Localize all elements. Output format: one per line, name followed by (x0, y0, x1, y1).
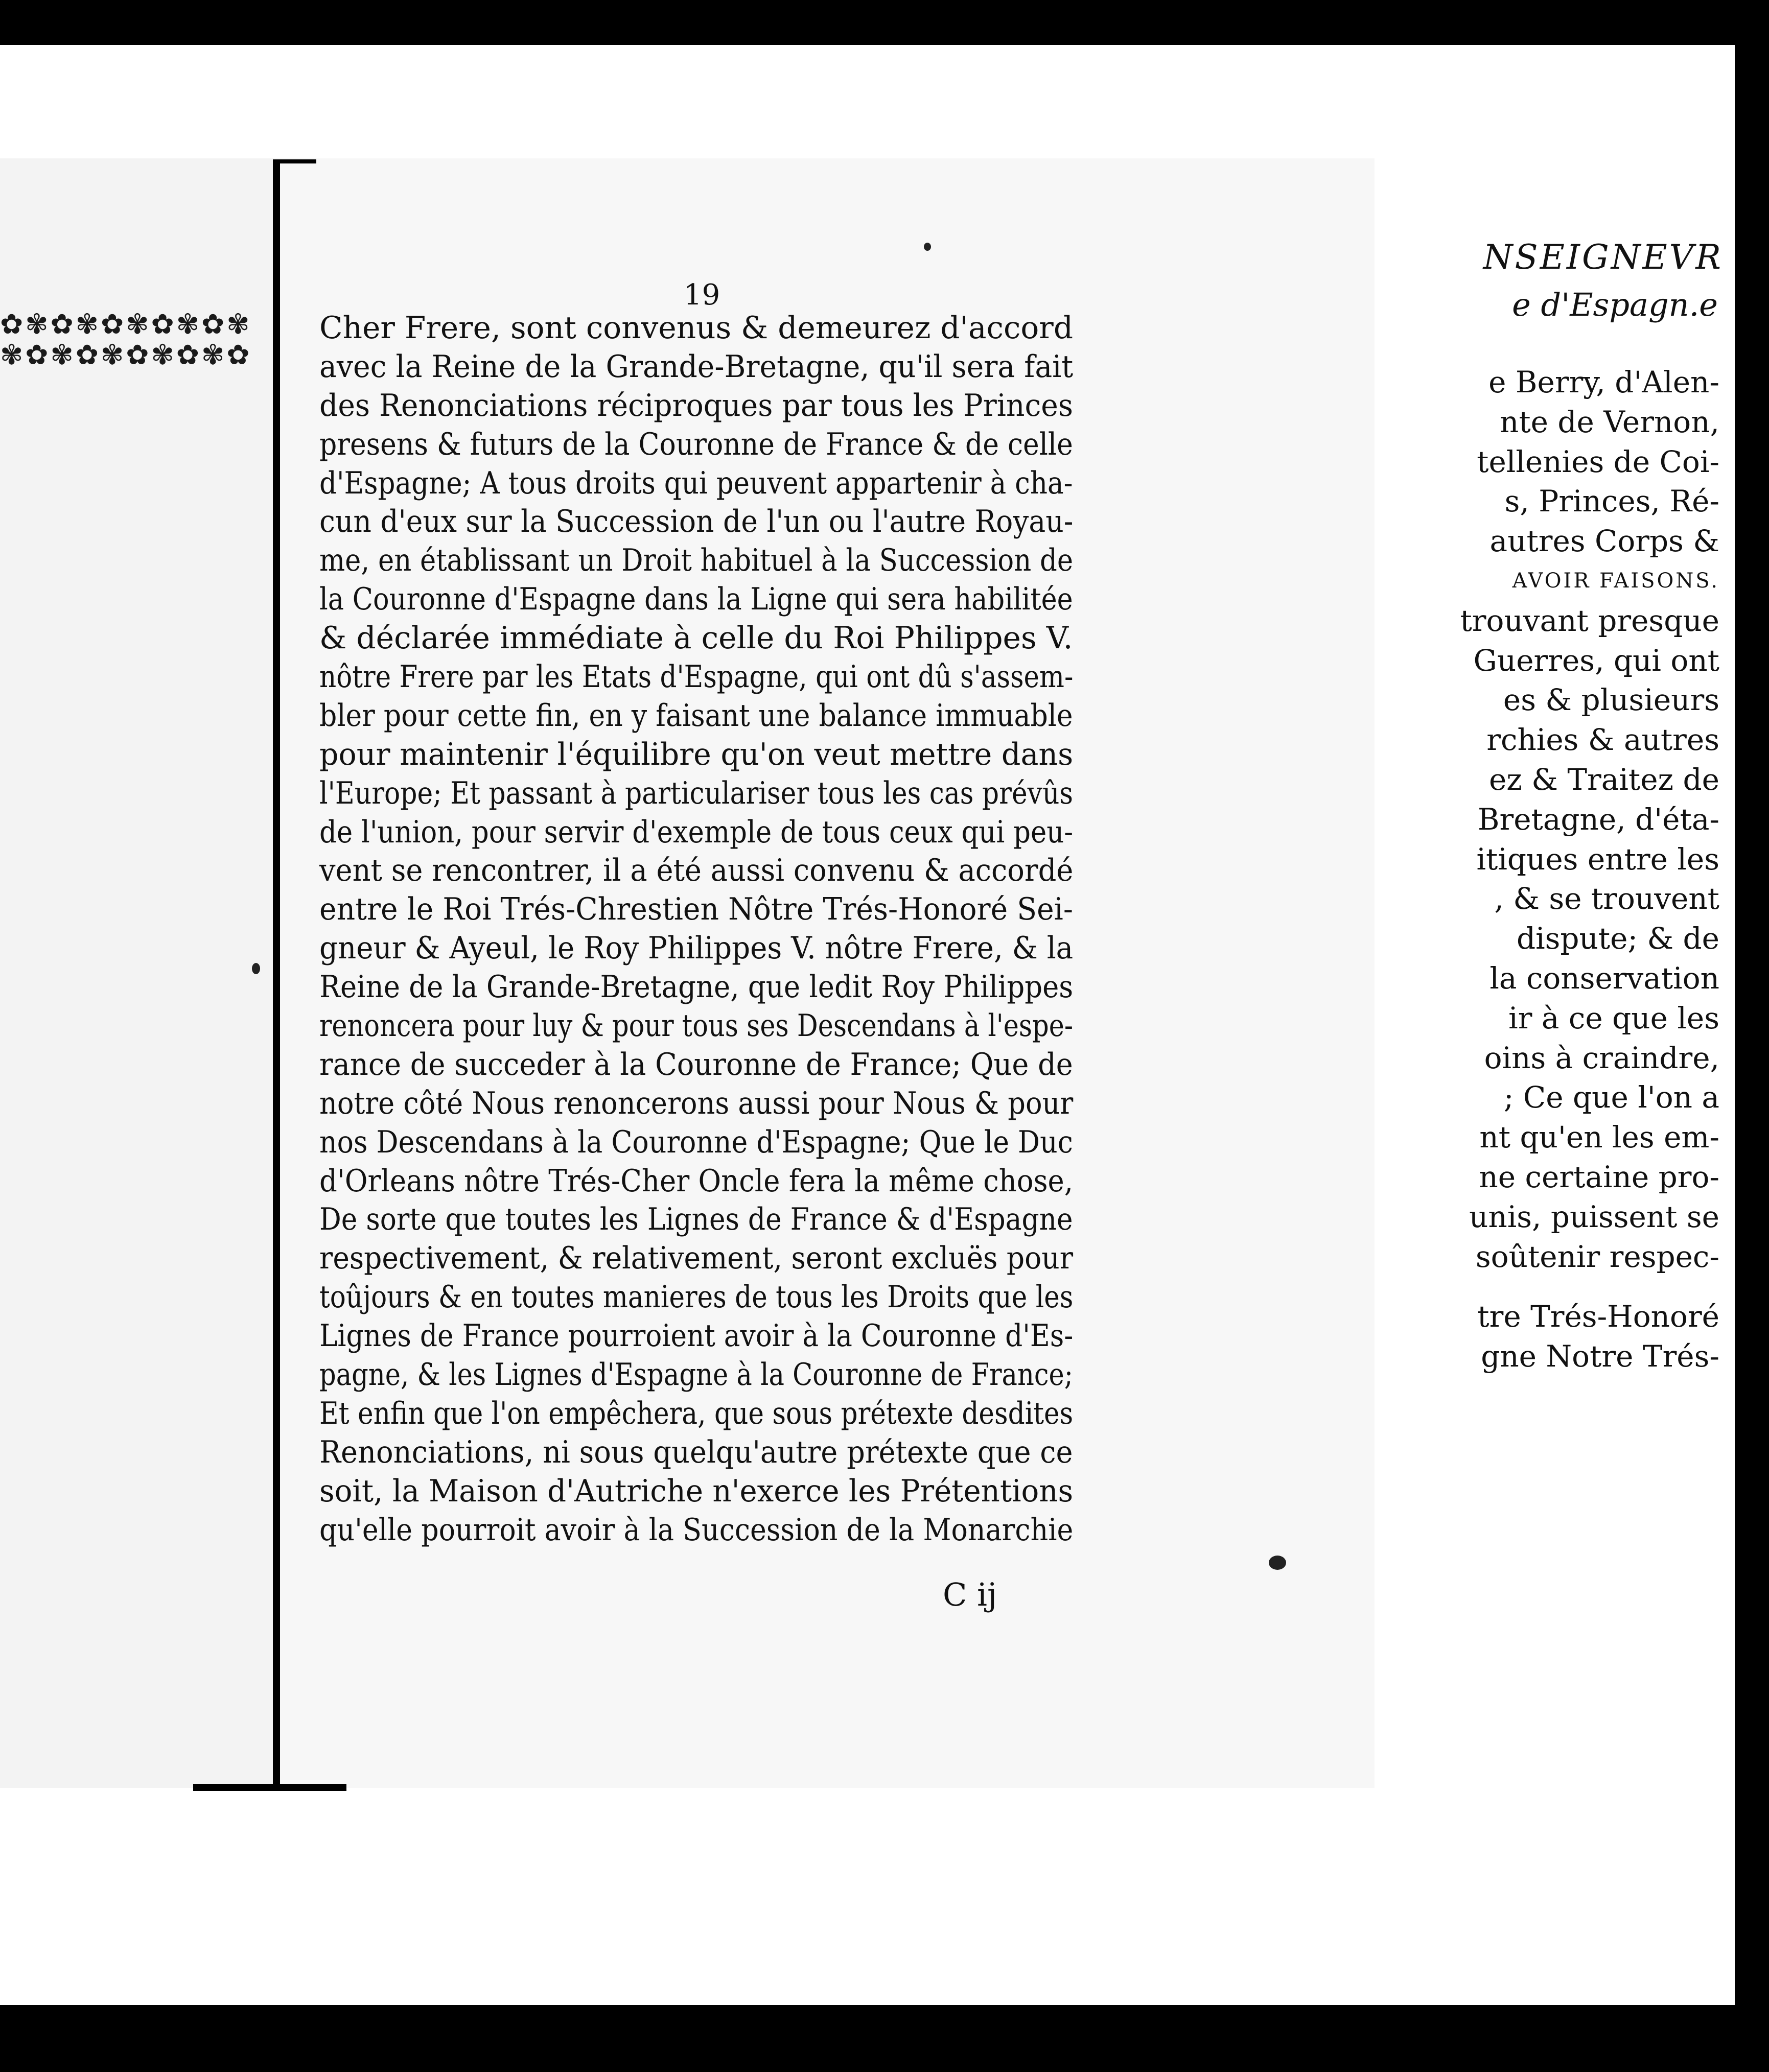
text-line: Cher Frere, sont convenus & demeurez d'accord (319, 310, 1074, 346)
text-line: me, en établissant un Droit habituel à la Succession de (319, 543, 1074, 579)
facing-page-line: oins à craindre, (1484, 1040, 1719, 1075)
facing-page-line: gne Notre Trés- (1481, 1339, 1719, 1374)
text-line: pour maintenir l'équilibre qu'on veut mettre dans (319, 736, 1074, 772)
text-line: des Renonciations réciproques par tous les Princes (319, 387, 1074, 423)
facing-page-line: s, Princes, Ré- (1504, 484, 1719, 519)
facing-page-line: la conservation (1489, 960, 1719, 996)
text-line: nôtre Frere par les Etats d'Espagne, qui ont dû s'assem- (319, 659, 1074, 695)
ink-speck (1269, 1556, 1286, 1570)
text-line: Lignes de France pourroient avoir à la Couronne d'Es- (319, 1318, 1074, 1354)
text-line: d'Orleans nôtre Trés-Cher Oncle fera la même chose, (319, 1163, 1074, 1199)
binding-rule-top (273, 159, 316, 163)
facing-page-fragment (0, 158, 273, 1788)
text-line: nos Descendans à la Couronne d'Espagne; Que le Duc (319, 1124, 1073, 1160)
facing-page-line: autres Corps & (1489, 524, 1719, 559)
text-line: pagne, & les Lignes d'Espagne à la Couronne de France; (319, 1357, 1073, 1393)
facing-page-line: ne certaine pro- (1479, 1159, 1719, 1194)
facing-page-line: tre Trés-Honoré (1477, 1299, 1719, 1334)
text-line: avec la Reine de la Grande-Bretagne, qu'il sera fait (319, 348, 1074, 385)
scan-border-bottom (0, 2005, 1769, 2072)
page-number: 19 (684, 278, 720, 312)
facing-page-line: rchies & autres (1486, 722, 1719, 758)
text-line: toûjours & en toutes manieres de tous les Droits que les (319, 1279, 1074, 1315)
facing-page-title: NSEIGNEVR (1483, 238, 1723, 277)
text-line: & déclarée immédiate à celle du Roi Philippes V. (319, 620, 1073, 656)
text-line: Reine de la Grande-Bretagne, que ledit Roy Philippes (319, 969, 1074, 1005)
facing-page-line: e Berry, d'Alen- (1488, 365, 1719, 399)
ornament-band (0, 308, 252, 373)
signature-mark: C ij (943, 1576, 997, 1613)
text-line: rance de succeder à la Couronne de France; Que de (319, 1046, 1073, 1082)
facing-page-line: ez & Traitez de (1488, 762, 1719, 797)
ornament-row: ✾✿✾✿✾✿✾✿✾✿ (0, 339, 252, 371)
facing-page-line: soûtenir respec- (1475, 1239, 1719, 1274)
facing-page-line: nt qu'en les em- (1479, 1120, 1719, 1155)
main-page-text (319, 309, 1073, 1550)
text-line: presens & futurs de la Couronne de France & de celle (319, 426, 1073, 462)
scan-border-right (1735, 0, 1769, 2072)
text-line: renoncera pour luy & pour tous ses Descendans à l'espe- (319, 1008, 1074, 1044)
text-line: d'Espagne; A tous droits qui peuvent appartenir à cha- (319, 465, 1073, 501)
text-line: notre côté Nous renoncerons aussi pour Nous & pour (319, 1085, 1074, 1121)
facing-page-subtitle: e d'Espagn.e (1512, 286, 1718, 323)
ink-speck (252, 963, 260, 974)
text-line: l'Europe; Et passant à particulariser tous les cas prévûs (319, 775, 1074, 811)
text-line: qu'elle pourroit avoir à la Succession de la Monarchie (319, 1512, 1074, 1548)
binding-rule-bottom (193, 1784, 346, 1791)
facing-page-line: Bretagne, d'éta- (1477, 802, 1719, 837)
paragraph-gap (1460, 1277, 1720, 1297)
text-line: entre le Roi Trés-Chrestien Nôtre Trés-Honoré Sei- (319, 891, 1073, 928)
facing-page-text (1460, 363, 1720, 1377)
facing-page-line: dispute; & de (1516, 921, 1719, 956)
facing-page-line: ; Ce que l'on a (1503, 1080, 1719, 1115)
text-line: la Couronne d'Espagne dans la Ligne qui sera habilitée (319, 581, 1073, 618)
text-line: De sorte que toutes les Lignes de France & d'Espagne (319, 1202, 1073, 1238)
facing-page-line: tellenies de Coi- (1477, 444, 1719, 479)
ink-speck (924, 243, 931, 251)
text-line: soit, la Maison d'Autriche n'exerce les Prétentions (319, 1473, 1074, 1509)
text-line: vent se rencontrer, il a été aussi convenu & accordé (319, 853, 1074, 889)
text-line: de l'union, pour servir d'exemple de tous ceux qui peu- (319, 814, 1074, 850)
facing-page-line: unis, puissent se (1469, 1199, 1719, 1234)
facing-page-line: Guerres, qui ont (1473, 643, 1719, 678)
facing-page-line: trouvant presque (1460, 603, 1719, 638)
text-line: cun d'eux sur la Succession de l'un ou l'autre Royau- (319, 504, 1074, 540)
facing-page-line: AVOIR FAISONS. (1512, 569, 1719, 593)
text-line: Renonciations, ni sous quelqu'autre prétexte que ce (319, 1434, 1073, 1470)
facing-page-line: ir à ce que les (1508, 1000, 1719, 1035)
facing-page-line: itiques entre les (1476, 841, 1719, 877)
facing-page-line: es & plusieurs (1503, 682, 1719, 718)
text-line: Et enfin que l'on empêchera, que sous prétexte desdites (319, 1395, 1074, 1431)
facing-page-line: nte de Vernon, (1500, 404, 1719, 439)
text-line: bler pour cette fin, en y faisant une balance immuable (319, 697, 1073, 734)
facing-page-line: , & se trouvent (1494, 881, 1719, 916)
text-line: respectivement, & relativement, seront excluës pour (319, 1240, 1074, 1277)
scan-border-top (0, 0, 1769, 45)
ornament-row: ✿✾✿✾✿✾✿✾✿✾ (0, 308, 252, 340)
binding-rule (273, 159, 280, 1789)
text-line: gneur & Ayeul, le Roy Philippes V. nôtre Frere, & la (319, 930, 1074, 967)
